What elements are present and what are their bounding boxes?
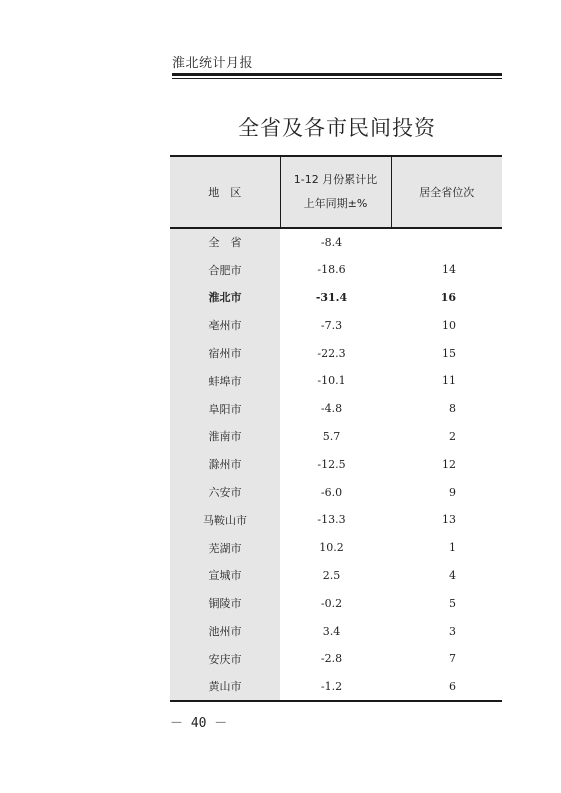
- cell-region: 宿州市: [170, 339, 280, 367]
- cell-region: 阜阳市: [170, 395, 280, 423]
- cell-value: -13.3: [317, 513, 346, 527]
- table-header-row: [170, 156, 502, 228]
- cell-region: 黄山市: [170, 673, 280, 701]
- cell-value: -22.3: [317, 346, 346, 360]
- header-rule-thick: [172, 73, 502, 76]
- cell-value: -0.2: [320, 596, 343, 610]
- cell-value: -4.8: [320, 402, 343, 416]
- cell-rank: 11: [442, 374, 456, 388]
- cell-value: 5.7: [322, 429, 341, 443]
- table-row: [170, 367, 502, 395]
- cell-rank: 5: [449, 596, 456, 610]
- table-row: [170, 645, 502, 673]
- cell-region: 铜陵市: [170, 589, 280, 617]
- page-number: － 40 －: [170, 716, 228, 731]
- cell-value: -31.4: [315, 290, 348, 304]
- cell-rank: 9: [449, 485, 456, 499]
- cell-value: 2.5: [322, 568, 341, 582]
- data-table-container: [170, 155, 502, 702]
- table-row: [170, 256, 502, 284]
- cell-rank: 2: [449, 429, 456, 443]
- cell-rank: 16: [440, 290, 456, 304]
- table-row: [170, 423, 502, 451]
- header-value: [280, 156, 391, 228]
- cell-region: 安庆市: [170, 645, 280, 673]
- cell-rank: 7: [449, 652, 456, 666]
- cell-rank: 10: [442, 318, 456, 332]
- cell-rank: 4: [449, 568, 456, 582]
- cell-rank: 6: [391, 673, 502, 701]
- cell-rank: 14: [442, 263, 456, 277]
- cell-value: -12.5: [317, 457, 346, 471]
- cell-region: 淮南市: [170, 423, 280, 451]
- cell-region: 淮北市: [170, 284, 280, 312]
- cell-value: -18.6: [317, 263, 346, 277]
- cell-rank: [391, 228, 502, 256]
- header-title: 淮北统计月报: [172, 56, 254, 71]
- cell-value: -1.2: [280, 673, 391, 701]
- cell-rank: 3: [449, 624, 456, 638]
- cell-region: 全 省: [170, 228, 280, 256]
- cell-region: 芜湖市: [170, 534, 280, 562]
- cell-region: 池州市: [170, 617, 280, 645]
- cell-value: 3.4: [322, 624, 341, 638]
- cell-value: -10.1: [317, 374, 346, 388]
- table-row: [170, 339, 502, 367]
- cell-region: 滁州市: [170, 450, 280, 478]
- header-rule-thin: [172, 78, 502, 79]
- table-row: [170, 673, 502, 701]
- table-row: [170, 617, 502, 645]
- table-row: [170, 311, 502, 339]
- cell-value: 10.2: [319, 541, 344, 555]
- header-value-line2: 上年同期±%: [303, 197, 368, 210]
- cell-rank: 1: [449, 541, 456, 555]
- cell-value: -2.8: [320, 652, 343, 666]
- header-value-line1: 1-12 月份累计比: [293, 173, 378, 186]
- cell-region: 宣城市: [170, 562, 280, 590]
- cell-value: -7.3: [320, 318, 343, 332]
- cell-region: 六安市: [170, 478, 280, 506]
- table-row: [170, 450, 502, 478]
- table-row: [170, 228, 502, 256]
- investment-table: [170, 155, 502, 702]
- table-row: [170, 395, 502, 423]
- table-row: [170, 562, 502, 590]
- document-title: 全省及各市民间投资: [238, 116, 436, 140]
- cell-region: 亳州市: [170, 311, 280, 339]
- cell-rank: 8: [449, 402, 456, 416]
- header-rank: 居全省位次: [391, 156, 502, 228]
- table-row: [170, 589, 502, 617]
- cell-rank: 15: [442, 346, 456, 360]
- cell-region: 蚌埠市: [170, 367, 280, 395]
- cell-region: 马鞍山市: [170, 506, 280, 534]
- table-row-highlighted: [170, 284, 502, 312]
- cell-value: -8.4: [320, 235, 343, 249]
- table-row: [170, 478, 502, 506]
- cell-region: 合肥市: [170, 256, 280, 284]
- table-row: [170, 506, 502, 534]
- cell-rank: 12: [442, 457, 456, 471]
- table-row: [170, 534, 502, 562]
- cell-rank: 13: [442, 513, 456, 527]
- cell-value: -6.0: [320, 485, 343, 499]
- header-region: 地 区: [170, 156, 280, 228]
